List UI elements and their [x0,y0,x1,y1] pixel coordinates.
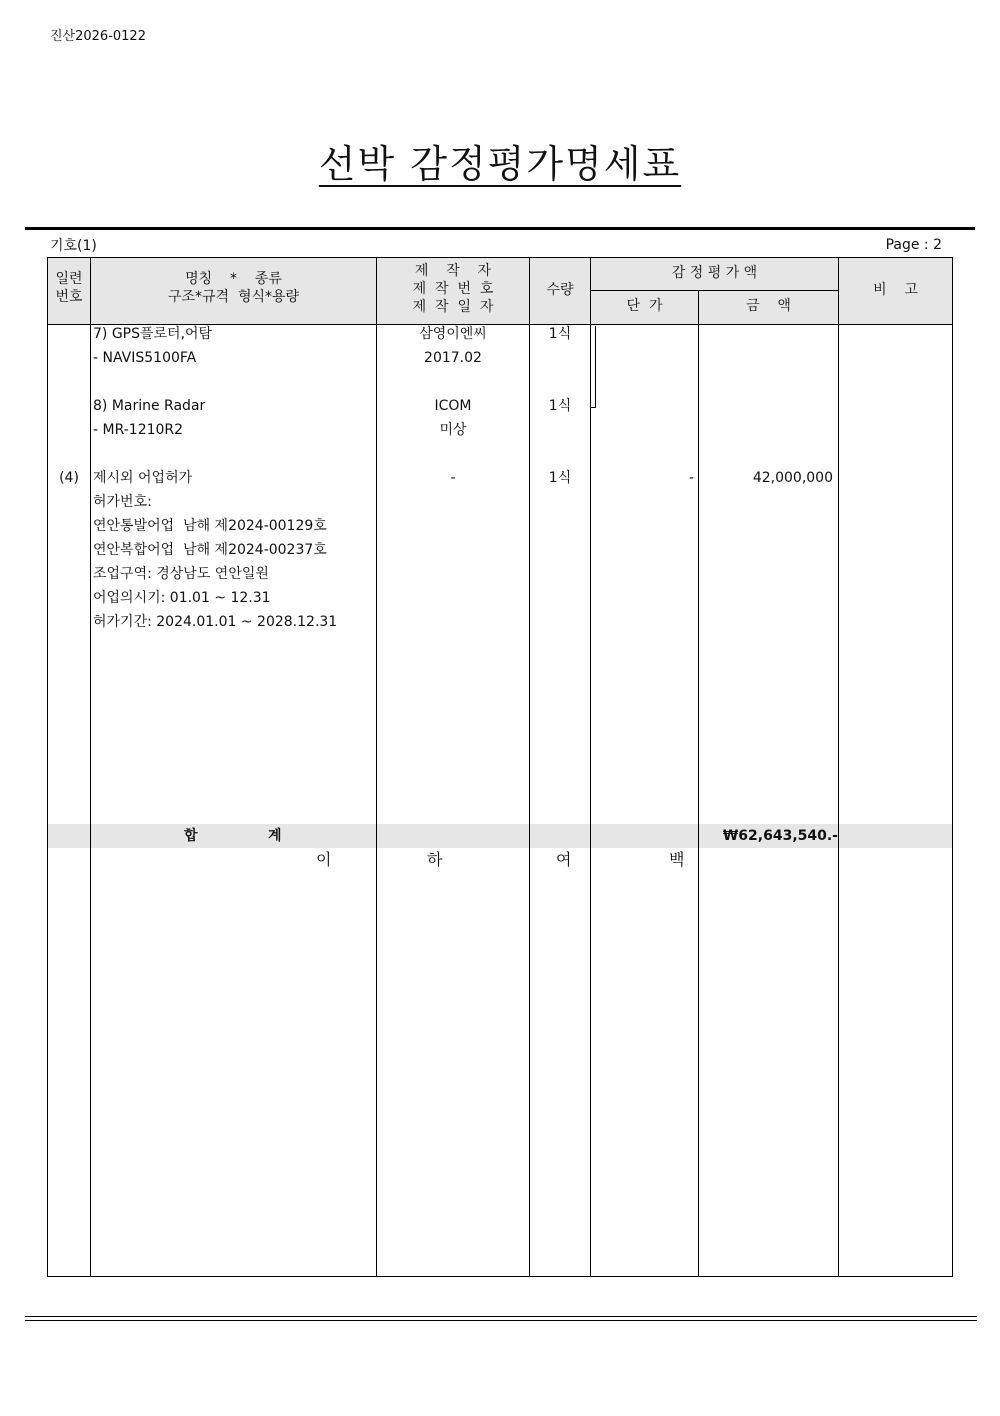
row-maker-cell: 2017.02 [424,350,482,366]
row-amount-cell: 42,000,000 [752,470,833,486]
row-maker-cell: 삼영이엔씨 [419,326,487,342]
page-number: Page : 2 [885,237,942,253]
header-appraisal: 감 정 평 가 액 [671,265,758,281]
row-name-cell: 허가기간: 2024.01.01 ~ 2028.12.31 [93,614,338,630]
total-label-2: 계 [268,828,282,844]
row-maker-cell: - [450,470,456,486]
row-name-cell: 조업구역: 경상남도 연안일원 [93,566,269,582]
col-line-1 [90,257,91,1277]
row-serial-cell: (4) [59,470,79,486]
document-number: 진산2026-0122 [50,29,146,44]
row-unit-price-cell: - [688,470,694,486]
header-maker-line1: 제 작 자 [414,263,492,279]
bracket-foot [590,407,596,408]
row-qty-cell: 1식 [548,398,572,414]
page-title [0,133,1000,188]
row-name-cell: 연안통발어업 남해 제2024-00129호 [93,518,327,534]
appraisal-divider [591,290,838,291]
closing-word-3: 여 [556,850,572,869]
header-name-line2: 구조*규격 형식*용량 [167,289,300,305]
row-name-cell: 연안복합어업 남해 제2024-00237호 [93,542,327,558]
header-unit-price: 단 가 [626,298,663,314]
closing-word-1: 이 [316,850,332,869]
table-border-left [47,257,48,1277]
total-amount: ₩62,643,540.- [722,828,838,844]
row-maker-cell: ICOM [434,398,472,414]
table-border-top [47,257,953,258]
row-name-cell: 7) GPS플로터,어탐 [93,326,213,342]
row-qty-cell: 1식 [548,470,572,486]
row-maker-cell: 미상 [439,422,467,438]
row-name-cell: 8) Marine Radar [93,398,206,414]
header-serial-line1: 일련 [55,271,83,287]
bracket-vertical [595,326,596,408]
row-name-cell: - MR-1210R2 [93,422,184,438]
row-name-cell: 제시외 어업허가 [93,470,193,486]
closing-word-4: 백 [669,850,685,869]
header-qty: 수량 [546,282,574,298]
table-border-right [952,257,953,1277]
header-serial-line2: 번호 [55,289,83,305]
bottom-rule-1 [25,1316,977,1317]
col-line-6 [838,257,839,1277]
closing-word-2: 하 [427,850,443,869]
header-amount: 금 액 [746,298,791,314]
header-remarks: 비 고 [873,282,918,298]
bottom-rule-2 [25,1320,977,1321]
col-line-4 [590,257,591,1277]
header-maker [377,262,529,316]
col-line-5 [698,290,699,1277]
header-name [91,270,376,306]
row-name-cell: 어업의시기: 01.01 ~ 12.31 [93,590,271,606]
header-serial [48,270,90,306]
table-border-bottom [47,1276,953,1277]
total-label-1: 합 [184,828,198,844]
item-mark: 기호(1) [50,238,97,254]
header-maker-line2: 제 작 번 호 [412,281,494,297]
row-qty-cell: 1식 [548,326,572,342]
top-rule [25,227,975,230]
header-maker-line3: 제 작 일 자 [412,299,494,315]
row-name-cell: 허가번호: [93,494,152,510]
row-name-cell: - NAVIS5100FA [93,350,197,366]
header-name-line1: 명칭 * 종류 [185,271,282,287]
page-title-text: 선박 감정평가명세표 [318,142,682,186]
